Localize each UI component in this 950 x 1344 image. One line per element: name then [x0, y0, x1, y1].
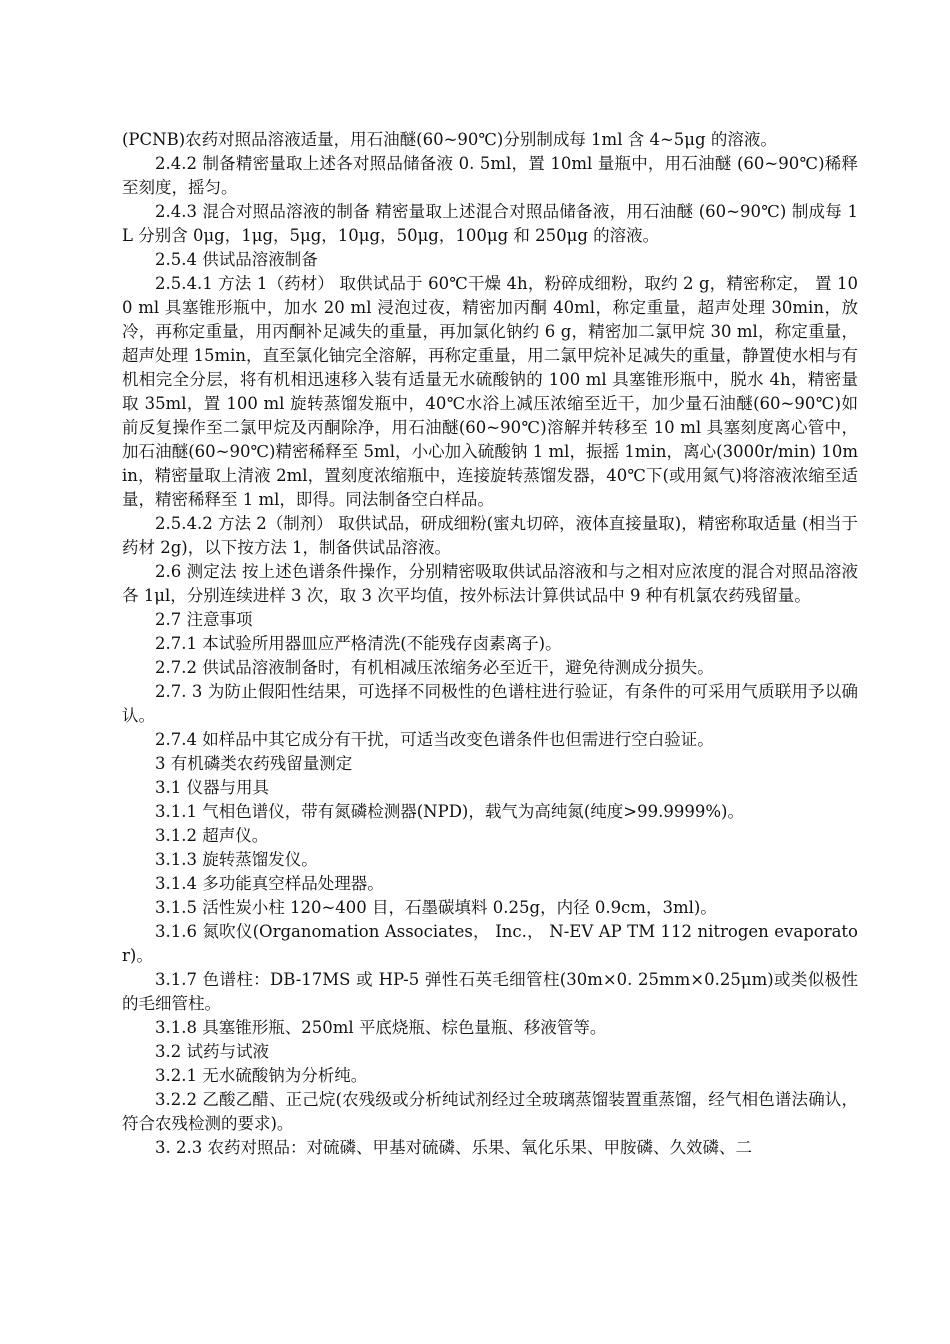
paragraph: 2.5.4.2 方法 2（制剂） 取供试品，研成细粉(蜜丸切碎，液体直接量取)，精密称取适量 (相当于药材 2g)，以下按方法 1，制备供试品溶液。: [122, 514, 858, 557]
section-heading: 2.5.4 供试品溶液制备: [155, 250, 318, 269]
section-heading: 3 有机磷类农药残留量测定: [155, 754, 353, 773]
paragraph: 3.1.2 超声仪。: [155, 826, 269, 845]
section-heading: 3.1 仪器与用具: [155, 778, 269, 797]
section-heading: 3.2 试药与试液: [155, 1042, 269, 1061]
document-body: [122, 128, 858, 1160]
paragraph: 3.2.2 乙酸乙醋、正己烷(农残级或分析纯试剂经过全玻璃蒸馏装置重蒸馏，经气相色谱法确认，符合农残检测的要求)。: [122, 1090, 858, 1133]
paragraph: 3.1.8 具塞锥形瓶、250ml 平底烧瓶、棕色量瓶、移液管等。: [155, 1018, 607, 1037]
paragraph: 3.1.7 色谱柱：DB-17MS 或 HP-5 弹性石英毛细管柱(30m×0. 25mm×0.25μm)或类似极性的毛细管柱。: [122, 970, 858, 1013]
paragraph: 3. 2.3 农药对照品：对硫磷、甲基对硫磷、乐果、氧化乐果、甲胺磷、久效磷、二: [155, 1138, 752, 1157]
paragraph: 2.4.2 制备精密量取上述各对照品储备液 0. 5ml，置 10ml 量瓶中，用石油醚 (60~90℃)稀释至刻度，摇匀。: [122, 154, 858, 197]
paragraph: 3.1.3 旋转蒸馏发仪。: [155, 850, 318, 869]
paragraph: 3.1.4 多功能真空样品处理器。: [155, 874, 384, 893]
paragraph: 2.7.2 供试品溶液制备时，有机相减压浓缩务必至近干，避免待测成分损失。: [155, 658, 714, 677]
paragraph: 2.5.4.1 方法 1（药材） 取供试品于 60℃干燥 4h，粉碎成细粉，取约 2 g，精密称定， 置 100 ml 具塞锥形瓶中，加水 20 ml 浸泡过夜，精密加丙酮 40ml，称定重量，超声处理 30min，放冷，再称定重量，用丙酮补足减失的重量，再加氯化钠约 6 g，精密加二氯甲烷 30 ml，称定重量，超声处理 15min，直至氯化铀完全溶解，再称定重量，用二氯甲烷补足减失的重量，静置使水相与有机相完全分层，将有机相迅速移入装有适量无水硫酸钠的 100 ml 具塞锥形瓶中，脱水 4h，精密量取 35ml，置 100 ml 旋转蒸馏发瓶中，40℃水浴上减压浓缩至近干，加少量石油醚(60~90℃)如前反复操作至二氯甲烷及丙酮除净，用石油醚(60~90℃)溶解并转移至 10 ml 具塞刻度离心管中，加石油醚(60~90℃)精密稀释至 5ml，小心加入硫酸钠 1 ml，振摇 1min，离心(3000r/min) 10min，精密量取上清液 2ml，置刻度浓缩瓶中，连接旋转蒸馏发器，40℃下(或用氮气)将溶液浓缩至适量，精密稀释至 1 ml，即得。同法制备空白样品。: [122, 274, 858, 509]
paragraph: 2.7.4 如样品中其它成分有干扰，可适当改变色谱条件也但需进行空白验证。: [155, 730, 714, 749]
section-heading: 2.7 注意事项: [155, 610, 253, 629]
paragraph: 2.7. 3 为防止假阳性结果，可选择不同极性的色谱柱进行验证，有条件的可采用气质联用予以确认。: [122, 682, 858, 725]
paragraph: 3.2.1 无水硫酸钠为分析纯。: [155, 1066, 368, 1085]
paragraph: 2.7.1 本试验所用器皿应严格清洗(不能残存卤素离子)。: [155, 634, 562, 653]
paragraph: 2.4.3 混合对照品溶液的制备 精密量取上述混合对照品储备液，用石油醚 (60~90℃) 制成每 1L 分别含 0μg，1μg，5μg，10μg，50μg，100μg 和 250μg 的溶液。: [122, 202, 858, 245]
paragraph: (PCNB)农药对照品溶液适量，用石油醚(60~90℃)分别制成每 1ml 含 4~5μg 的溶液。: [122, 130, 777, 149]
paragraph: 3.1.5 活性炭小柱 120~400 目，石墨碳填料 0.25g，内径 0.9cm，3ml)。: [155, 898, 717, 917]
paragraph: 3.1.6 氮吹仪(Organomation Associates， Inc.， N-EV AP TM 112 nitrogen evaporator)。: [122, 922, 858, 965]
paragraph: 3.1.1 气相色谱仪，带有氮磷检测器(NPD)，载气为高纯氮(纯度>99.9999%)。: [155, 802, 744, 821]
paragraph: 2.6 测定法 按上述色谱条件操作，分别精密吸取供试品溶液和与之相对应浓度的混合对照品溶液各 1μl，分别连续进样 3 次，取 3 次平均值，按外标法计算供试品中 9 种有机氯农药残留量。: [122, 562, 858, 605]
